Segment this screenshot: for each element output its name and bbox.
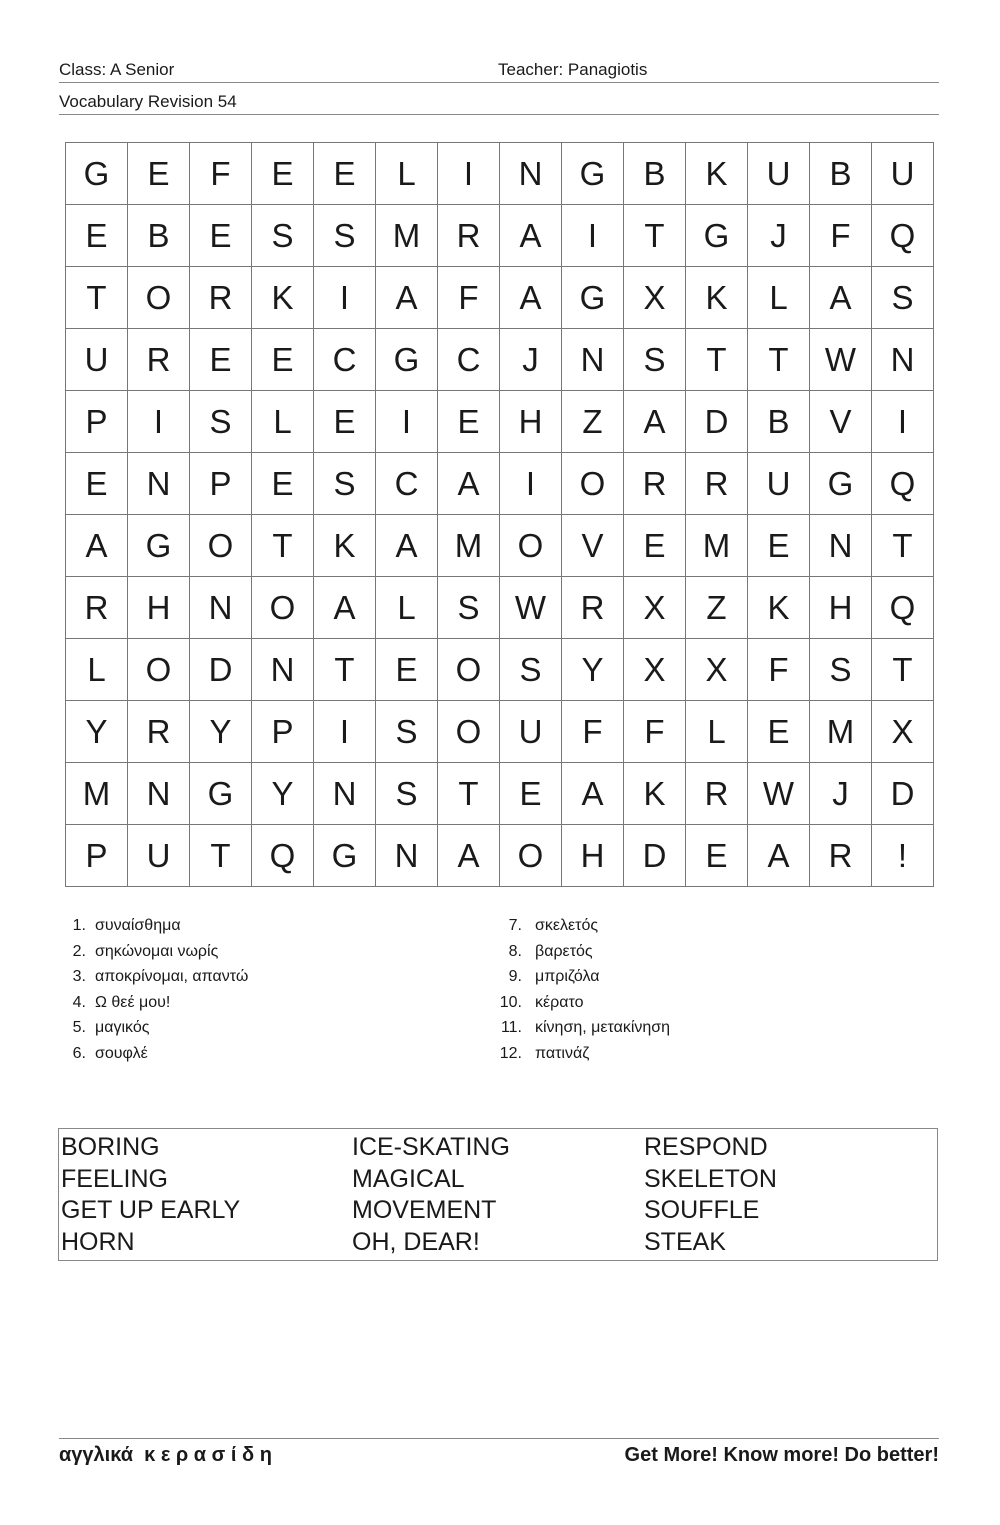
worksheet-title: Vocabulary Revision 54 xyxy=(59,92,237,111)
grid-cell[interactable]: S xyxy=(438,577,500,639)
grid-cell[interactable]: Q xyxy=(252,825,314,887)
grid-cell[interactable]: T xyxy=(66,267,128,329)
class-label: Class: A Senior xyxy=(59,60,175,79)
grid-cell[interactable]: T xyxy=(872,639,934,701)
grid-cell[interactable]: O xyxy=(562,453,624,515)
grid-cell[interactable]: M xyxy=(686,515,748,577)
clue-item xyxy=(498,1015,670,1041)
grid-cell[interactable]: R xyxy=(190,267,252,329)
word-bank-word: SKELETON xyxy=(644,1164,777,1193)
grid-cell[interactable]: O xyxy=(500,515,562,577)
grid-cell[interactable]: F xyxy=(438,267,500,329)
grid-cell[interactable]: L xyxy=(66,639,128,701)
grid-cell[interactable]: E xyxy=(314,143,376,205)
clue-number: 3. xyxy=(72,968,86,986)
grid-cell[interactable]: O xyxy=(128,639,190,701)
grid-cell[interactable]: Q xyxy=(872,453,934,515)
grid-cell[interactable]: X xyxy=(872,701,934,763)
grid-cell[interactable]: F xyxy=(562,701,624,763)
grid-cell[interactable]: L xyxy=(376,143,438,205)
grid-cell[interactable]: T xyxy=(190,825,252,887)
grid-cell[interactable]: S xyxy=(190,391,252,453)
grid-cell[interactable]: H xyxy=(500,391,562,453)
clue-item xyxy=(66,1041,248,1067)
grid-cell[interactable]: P xyxy=(66,825,128,887)
grid-cell[interactable]: J xyxy=(500,329,562,391)
grid-cell[interactable]: U xyxy=(872,143,934,205)
grid-cell[interactable]: R xyxy=(128,329,190,391)
grid-cell[interactable]: B xyxy=(128,205,190,267)
grid-row xyxy=(66,267,934,329)
grid-cell[interactable]: R xyxy=(128,701,190,763)
grid-cell[interactable]: T xyxy=(252,515,314,577)
clue-text: βαρετός xyxy=(535,942,593,960)
grid-cell[interactable]: R xyxy=(686,453,748,515)
grid-cell[interactable]: M xyxy=(66,763,128,825)
grid-cell[interactable]: W xyxy=(500,577,562,639)
grid-cell[interactable]: W xyxy=(810,329,872,391)
grid-cell[interactable]: X xyxy=(686,639,748,701)
grid-cell[interactable]: E xyxy=(624,515,686,577)
grid-cell[interactable]: G xyxy=(314,825,376,887)
grid-cell[interactable]: N xyxy=(252,639,314,701)
grid-cell[interactable]: X xyxy=(624,267,686,329)
grid-cell[interactable]: Q xyxy=(872,205,934,267)
clue-number: 7. xyxy=(508,917,522,934)
clue-item xyxy=(66,939,248,965)
grid-row xyxy=(66,391,934,453)
grid-row xyxy=(66,577,934,639)
grid-cell[interactable]: G xyxy=(66,143,128,205)
grid-cell[interactable]: S xyxy=(500,639,562,701)
clue-text: σουφλέ xyxy=(95,1044,148,1062)
grid-cell[interactable]: E xyxy=(190,329,252,391)
grid-cell[interactable]: D xyxy=(624,825,686,887)
grid-cell[interactable]: ! xyxy=(872,825,934,887)
grid-cell[interactable]: I xyxy=(314,701,376,763)
grid-cell[interactable]: E xyxy=(314,391,376,453)
grid-cell[interactable]: A xyxy=(624,391,686,453)
clue-item xyxy=(66,1015,248,1041)
grid-cell[interactable]: J xyxy=(748,205,810,267)
grid-cell[interactable]: N xyxy=(376,825,438,887)
grid-cell[interactable]: N xyxy=(190,577,252,639)
word-bank-word: STEAK xyxy=(644,1227,726,1256)
grid-cell[interactable]: T xyxy=(438,763,500,825)
grid-cell[interactable]: K xyxy=(748,577,810,639)
word-bank-word: GET UP EARLY xyxy=(61,1196,241,1224)
word-bank-column xyxy=(61,1132,240,1258)
word-bank-word: ICE-SKATING xyxy=(352,1133,510,1161)
grid-cell[interactable]: S xyxy=(314,205,376,267)
clue-number: 5. xyxy=(72,1019,86,1037)
grid-cell[interactable]: E xyxy=(252,143,314,205)
grid-cell[interactable]: D xyxy=(686,391,748,453)
grid-cell[interactable]: E xyxy=(376,639,438,701)
grid-cell[interactable]: F xyxy=(810,205,872,267)
grid-cell[interactable]: I xyxy=(500,453,562,515)
grid-cell[interactable]: E xyxy=(66,453,128,515)
grid-cell[interactable]: A xyxy=(438,453,500,515)
grid-cell[interactable]: O xyxy=(190,515,252,577)
word-bank-word: MOVEMENT xyxy=(352,1196,497,1224)
clue-number: 11. xyxy=(500,1019,522,1037)
grid-cell[interactable]: M xyxy=(810,701,872,763)
clue-number: 8. xyxy=(508,942,522,960)
grid-cell[interactable]: B xyxy=(810,143,872,205)
grid-cell[interactable]: F xyxy=(190,143,252,205)
grid-cell[interactable]: E xyxy=(190,205,252,267)
grid-cell[interactable]: S xyxy=(624,329,686,391)
grid-cell[interactable]: Q xyxy=(872,577,934,639)
grid-cell[interactable]: A xyxy=(810,267,872,329)
grid-cell[interactable]: X xyxy=(624,639,686,701)
grid-cell[interactable]: M xyxy=(376,205,438,267)
grid-cell[interactable]: P xyxy=(66,391,128,453)
grid-cell[interactable]: T xyxy=(624,205,686,267)
grid-cell[interactable]: M xyxy=(438,515,500,577)
grid-cell[interactable]: A xyxy=(748,825,810,887)
grid-cell[interactable]: K xyxy=(624,763,686,825)
word-bank-word: HORN xyxy=(61,1227,135,1256)
grid-row xyxy=(66,205,934,267)
clue-item xyxy=(66,964,248,990)
grid-cell[interactable]: S xyxy=(376,763,438,825)
word-search-grid xyxy=(65,142,934,887)
grid-cell[interactable]: O xyxy=(500,825,562,887)
grid-cell[interactable]: U xyxy=(748,143,810,205)
clue-number: 1. xyxy=(72,917,86,934)
clue-item xyxy=(66,990,248,1016)
grid-cell[interactable]: A xyxy=(438,825,500,887)
grid-cell[interactable]: I xyxy=(872,391,934,453)
grid-cell[interactable]: N xyxy=(128,763,190,825)
grid-cell[interactable]: Z xyxy=(562,391,624,453)
grid-cell[interactable]: G xyxy=(686,205,748,267)
word-bank-word: OH, DEAR! xyxy=(352,1227,480,1256)
grid-cell[interactable]: T xyxy=(748,329,810,391)
grid-cell[interactable]: N xyxy=(500,143,562,205)
clue-list-left xyxy=(66,913,248,1067)
grid-cell[interactable]: I xyxy=(562,205,624,267)
grid-cell[interactable]: S xyxy=(252,205,314,267)
grid-cell[interactable]: E xyxy=(500,763,562,825)
grid-cell[interactable]: G xyxy=(128,515,190,577)
grid-cell[interactable]: E xyxy=(686,825,748,887)
grid-cell[interactable]: A xyxy=(376,267,438,329)
word-bank-word: RESPOND xyxy=(644,1133,768,1161)
grid-cell[interactable]: R xyxy=(562,577,624,639)
grid-cell[interactable]: K xyxy=(252,267,314,329)
grid-cell[interactable]: A xyxy=(500,205,562,267)
grid-cell[interactable]: C xyxy=(314,329,376,391)
clue-text: σηκώνομαι νωρίς xyxy=(95,942,219,960)
clue-item xyxy=(498,990,670,1016)
grid-cell[interactable]: F xyxy=(748,639,810,701)
grid-cell[interactable]: S xyxy=(872,267,934,329)
grid-cell[interactable]: Y xyxy=(562,639,624,701)
grid-cell[interactable]: R xyxy=(66,577,128,639)
clue-number: 6. xyxy=(72,1044,86,1062)
clue-text: κέρατο xyxy=(535,993,584,1011)
grid-cell[interactable]: Y xyxy=(66,701,128,763)
word-bank-word: FEELING xyxy=(61,1164,168,1193)
grid-row xyxy=(66,329,934,391)
grid-cell[interactable]: Y xyxy=(252,763,314,825)
clue-number: 9. xyxy=(508,968,522,986)
grid-cell[interactable]: A xyxy=(376,515,438,577)
grid-cell[interactable]: G xyxy=(562,267,624,329)
grid-cell[interactable]: K xyxy=(686,267,748,329)
footer xyxy=(59,1438,939,1471)
grid-cell[interactable]: P xyxy=(252,701,314,763)
grid-cell[interactable]: R xyxy=(810,825,872,887)
grid-cell[interactable]: S xyxy=(314,453,376,515)
grid-cell[interactable]: A xyxy=(314,577,376,639)
grid-cell[interactable]: E xyxy=(128,143,190,205)
grid-cell[interactable]: O xyxy=(128,267,190,329)
grid-cell[interactable]: A xyxy=(66,515,128,577)
grid-cell[interactable]: N xyxy=(128,453,190,515)
grid-cell[interactable]: G xyxy=(376,329,438,391)
grid-cell[interactable]: L xyxy=(686,701,748,763)
clue-text: σκελετός xyxy=(535,917,599,934)
grid-cell[interactable]: K xyxy=(314,515,376,577)
grid-row xyxy=(66,515,934,577)
grid-cell[interactable]: R xyxy=(438,205,500,267)
clue-text: Ω θεέ μου! xyxy=(95,993,171,1011)
clue-text: κίνηση, μετακίνηση xyxy=(535,1019,671,1037)
grid-cell[interactable]: N xyxy=(872,329,934,391)
clue-item xyxy=(498,1041,670,1067)
clue-list-right xyxy=(498,913,670,1067)
footer-slogan: Get More! Know more! Do better! xyxy=(624,1444,939,1466)
grid-cell[interactable]: V xyxy=(810,391,872,453)
grid-cell[interactable]: T xyxy=(686,329,748,391)
grid-cell[interactable]: X xyxy=(624,577,686,639)
grid-cell[interactable]: E xyxy=(252,453,314,515)
grid-row xyxy=(66,639,934,701)
clue-item xyxy=(66,913,248,939)
grid-cell[interactable]: B xyxy=(624,143,686,205)
clue-number: 2. xyxy=(72,942,86,960)
grid-row xyxy=(66,825,934,887)
clue-text: μαγικός xyxy=(95,1019,150,1037)
clue-number: 10. xyxy=(499,993,522,1011)
word-bank-column xyxy=(644,1132,777,1258)
clue-item xyxy=(498,913,670,939)
clue-number: 4. xyxy=(72,993,86,1011)
grid-cell[interactable]: U xyxy=(66,329,128,391)
grid-cell[interactable]: E xyxy=(748,701,810,763)
grid-cell[interactable]: N xyxy=(810,515,872,577)
grid-cell[interactable]: Z xyxy=(686,577,748,639)
grid-cell[interactable]: G xyxy=(810,453,872,515)
grid-cell[interactable]: I xyxy=(314,267,376,329)
clue-text: πατινάζ xyxy=(535,1044,590,1062)
grid-cell[interactable]: H xyxy=(562,825,624,887)
grid-cell[interactable]: A xyxy=(500,267,562,329)
grid-cell[interactable]: L xyxy=(748,267,810,329)
word-bank-word: BORING xyxy=(61,1133,160,1161)
clue-text: αποκρίνομαι, απαντώ xyxy=(95,968,249,986)
grid-row xyxy=(66,453,934,515)
grid-cell[interactable]: J xyxy=(810,763,872,825)
grid-cell[interactable]: T xyxy=(314,639,376,701)
word-bank-column xyxy=(352,1132,510,1258)
grid-cell[interactable]: K xyxy=(686,143,748,205)
grid-row xyxy=(66,701,934,763)
word-bank xyxy=(58,1128,938,1261)
grid-cell[interactable]: I xyxy=(438,143,500,205)
clue-item xyxy=(498,939,670,965)
clue-item xyxy=(498,964,670,990)
grid-cell[interactable]: P xyxy=(190,453,252,515)
grid-cell[interactable]: E xyxy=(252,329,314,391)
grid-cell[interactable]: I xyxy=(128,391,190,453)
grid-cell[interactable]: V xyxy=(562,515,624,577)
grid-cell[interactable]: U xyxy=(748,453,810,515)
grid-cell[interactable]: C xyxy=(376,453,438,515)
clue-text: μπριζόλα xyxy=(535,968,600,986)
grid-cell[interactable]: S xyxy=(376,701,438,763)
grid-cell[interactable]: R xyxy=(686,763,748,825)
grid-cell[interactable]: F xyxy=(624,701,686,763)
grid-cell[interactable]: H xyxy=(810,577,872,639)
clue-number: 12. xyxy=(499,1044,522,1062)
word-bank-word: SOUFFLE xyxy=(644,1196,760,1224)
grid-cell[interactable]: O xyxy=(438,701,500,763)
grid-cell[interactable]: N xyxy=(562,329,624,391)
grid-cell[interactable]: E xyxy=(66,205,128,267)
grid-cell[interactable]: L xyxy=(252,391,314,453)
grid-row xyxy=(66,763,934,825)
grid-row xyxy=(66,143,934,205)
header-row-title xyxy=(59,92,939,115)
grid-cell[interactable]: A xyxy=(562,763,624,825)
grid-cell[interactable]: G xyxy=(562,143,624,205)
grid-cell[interactable]: Y xyxy=(190,701,252,763)
grid-cell[interactable]: O xyxy=(252,577,314,639)
grid-cell[interactable]: T xyxy=(872,515,934,577)
word-bank-word: MAGICAL xyxy=(352,1164,465,1193)
grid-cell[interactable]: C xyxy=(438,329,500,391)
grid-cell[interactable]: U xyxy=(500,701,562,763)
grid-cell[interactable]: D xyxy=(190,639,252,701)
footer-brand: αγγλικά κ ε ρ α σ ί δ η xyxy=(59,1444,272,1466)
grid-cell[interactable]: G xyxy=(190,763,252,825)
grid-cell[interactable]: H xyxy=(128,577,190,639)
teacher-label: Teacher: Panagiotis xyxy=(498,60,648,79)
clue-text: συναίσθημα xyxy=(95,917,181,934)
grid-cell[interactable]: S xyxy=(810,639,872,701)
grid-cell[interactable]: N xyxy=(314,763,376,825)
grid-cell[interactable]: U xyxy=(128,825,190,887)
grid-cell[interactable]: B xyxy=(748,391,810,453)
grid-cell[interactable]: D xyxy=(872,763,934,825)
grid-cell[interactable]: O xyxy=(438,639,500,701)
grid-cell[interactable]: R xyxy=(624,453,686,515)
grid-cell[interactable]: E xyxy=(748,515,810,577)
grid-cell[interactable]: W xyxy=(748,763,810,825)
grid-cell[interactable]: E xyxy=(438,391,500,453)
grid-cell[interactable]: L xyxy=(376,577,438,639)
header-row-top xyxy=(59,60,939,83)
grid-cell[interactable]: I xyxy=(376,391,438,453)
